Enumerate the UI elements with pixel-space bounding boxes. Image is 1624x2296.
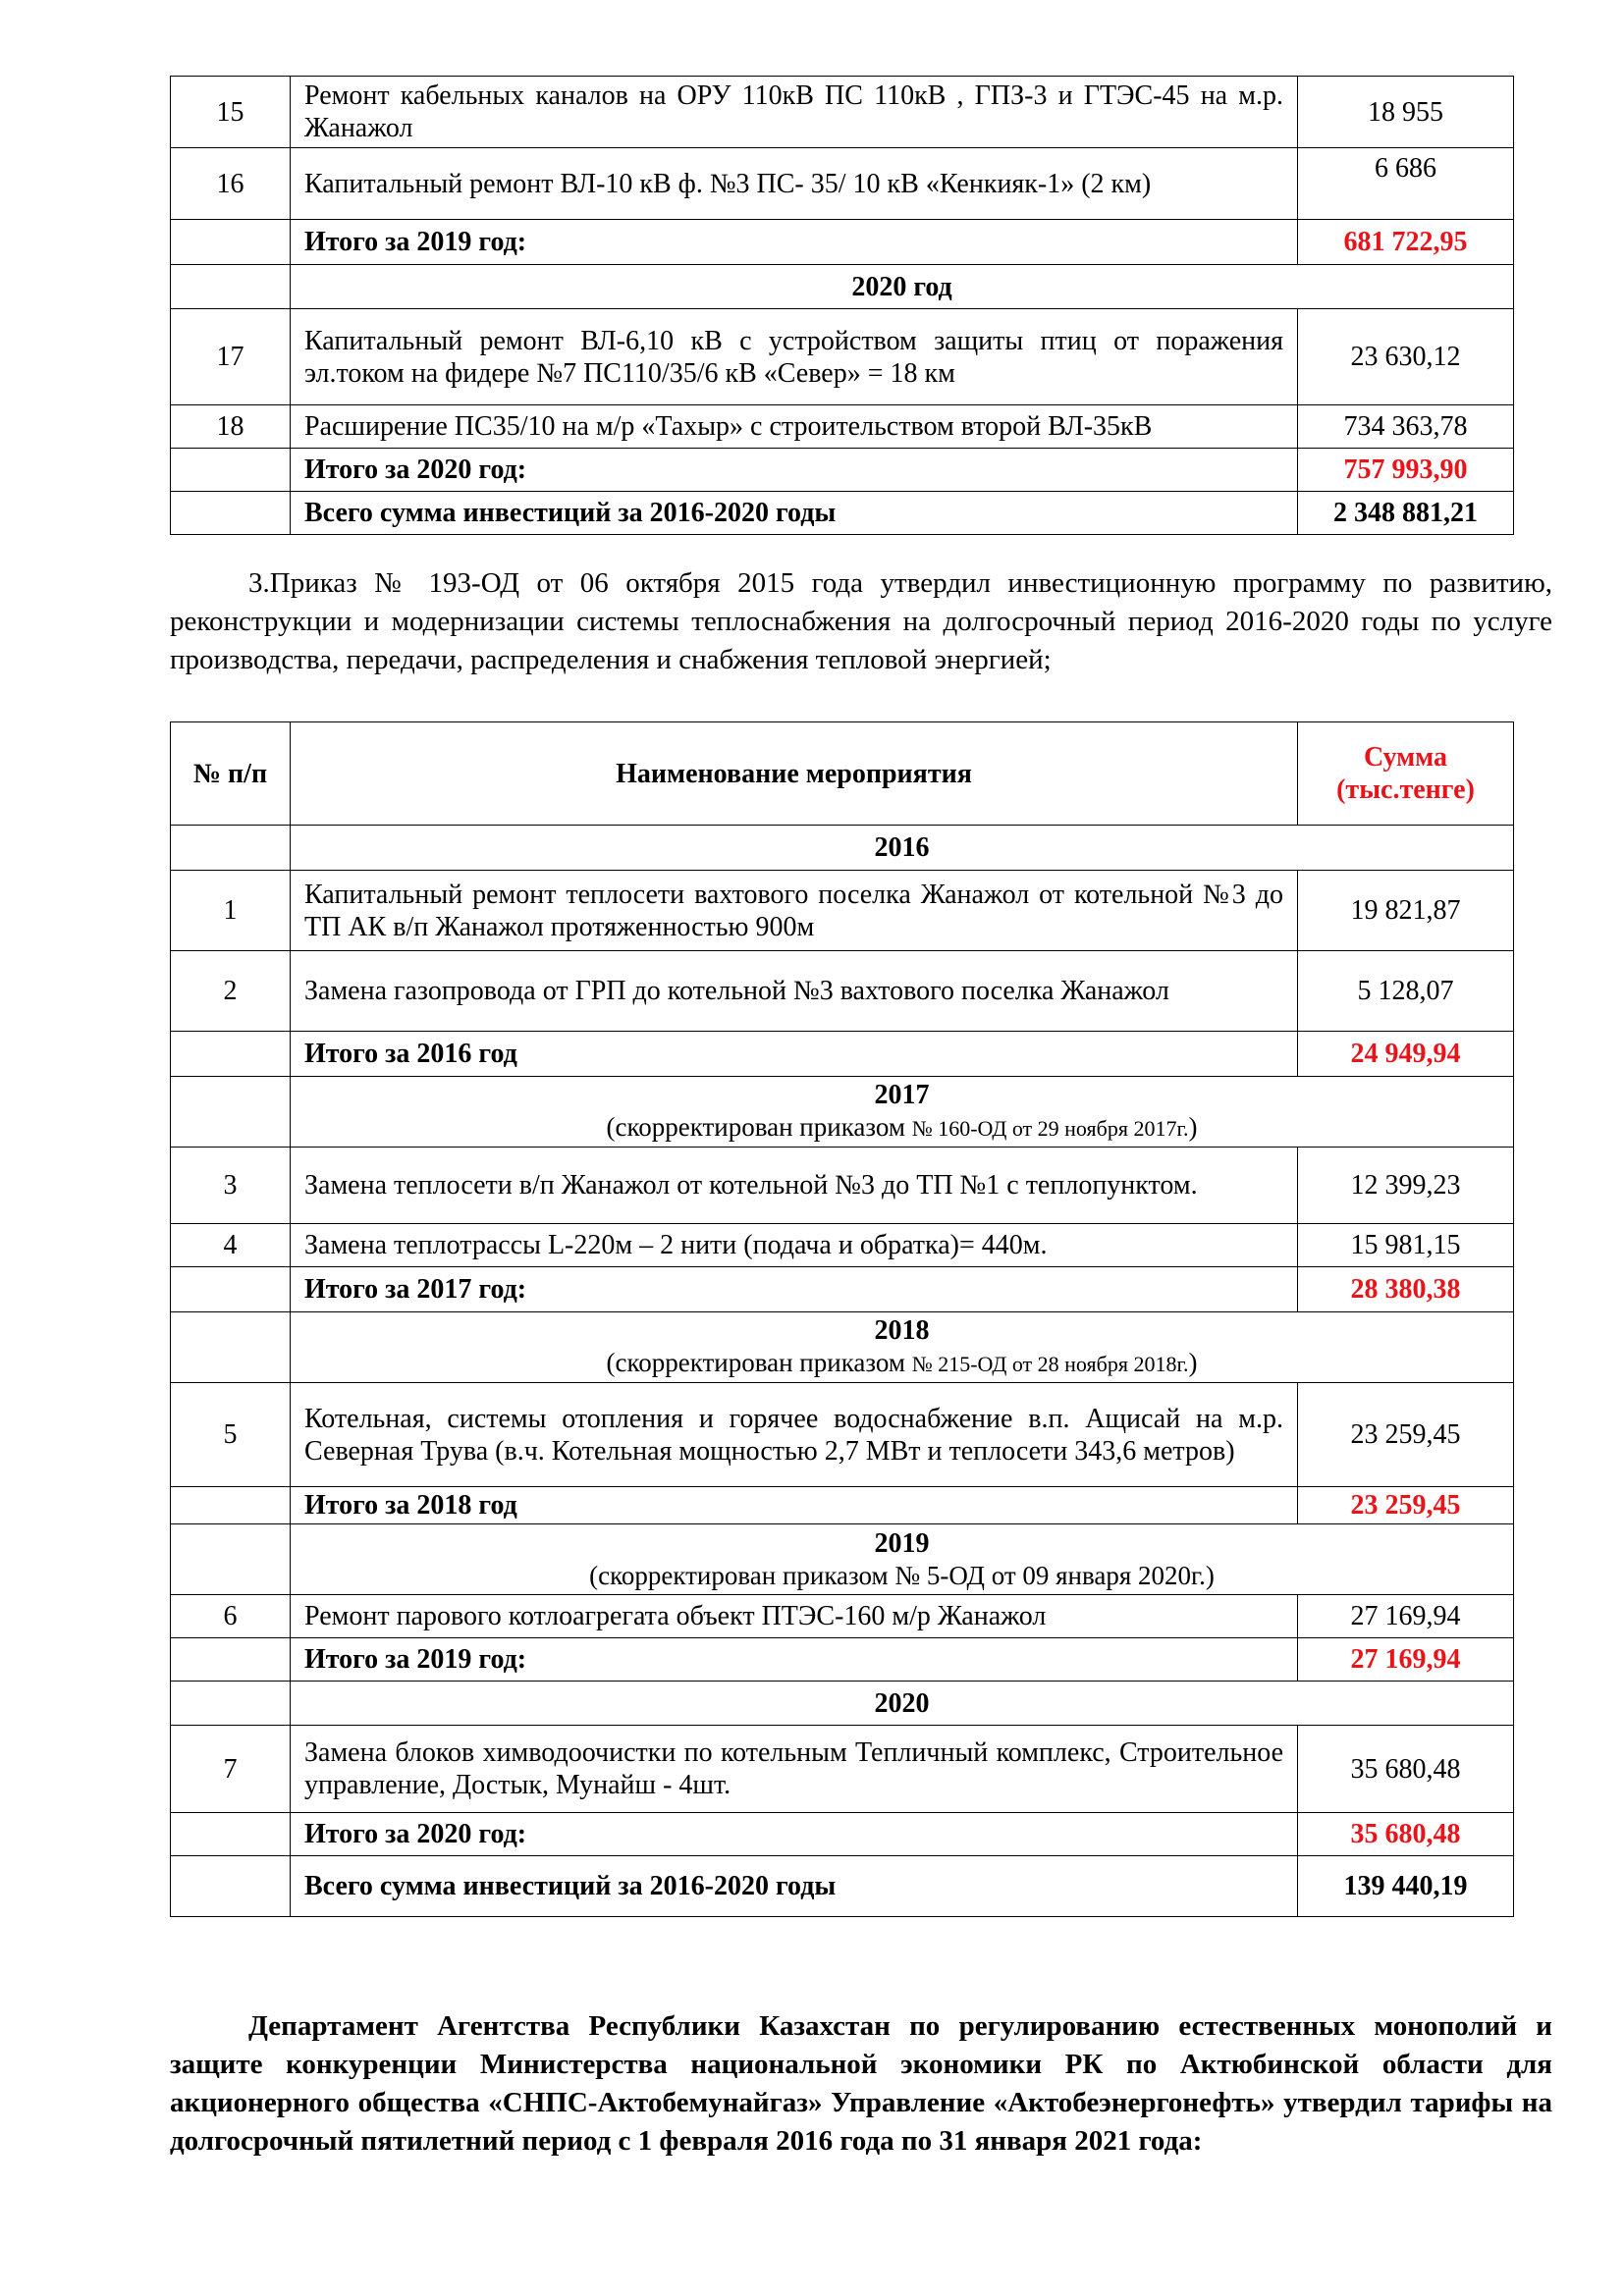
year-heading-block — [291, 1524, 1514, 1595]
table-row — [171, 871, 1514, 951]
grand-total-label: Всего сумма инвестиций за 2016-2020 годы — [291, 1856, 1298, 1917]
activity-name: Замена блоков химводоочистки по котельным Тепличный комплекс, Строительное управление, Достык, Мунайш - 4шт. — [291, 1726, 1298, 1813]
total-sum: 681 722,95 — [1298, 220, 1514, 265]
year-heading: 2019 — [874, 1527, 930, 1559]
total-sum: 23 259,45 — [1298, 1487, 1514, 1524]
table-row — [171, 951, 1514, 1032]
table-row — [171, 77, 1514, 148]
year-heading-block — [291, 1077, 1514, 1148]
activity-name: Замена теплосети в/п Жанажол от котельной №3 до ТП №1 с теплопунктом. — [291, 1148, 1298, 1224]
header-number: № п/п — [171, 722, 291, 826]
activity-name: Капитальный ремонт теплосети вахтового поселка Жанажол от котельной №3 до ТП АК в/п Жанажол протяженностью 900м — [291, 871, 1298, 951]
activity-sum: 15 981,15 — [1298, 1224, 1514, 1267]
table-row — [171, 405, 1514, 449]
activity-sum: 5 128,07 — [1298, 951, 1514, 1032]
total-sum: 35 680,48 — [1298, 1813, 1514, 1856]
row-number: 2 — [171, 951, 291, 1032]
row-number: 5 — [171, 1383, 291, 1487]
table-row — [171, 1383, 1514, 1487]
row-number: 7 — [171, 1726, 291, 1813]
total-sum: 27 169,94 — [1298, 1638, 1514, 1682]
activity-sum: 12 399,23 — [1298, 1148, 1514, 1224]
total-sum: 757 993,90 — [1298, 449, 1514, 492]
activity-sum: 23 630,12 — [1298, 309, 1514, 405]
total-row — [171, 1267, 1514, 1312]
year-row — [171, 1312, 1514, 1383]
total-row — [171, 1638, 1514, 1682]
correction-note: (скорректирован приказом № 160-ОД от 29 ноября 2017г.) — [606, 1112, 1198, 1142]
total-row — [171, 1032, 1514, 1077]
total-row — [171, 220, 1514, 265]
header-name: Наименование мероприятия — [291, 722, 1298, 826]
total-label: Итого за 2018 год — [291, 1487, 1298, 1524]
order-paragraph: 3.Приказ № 193-ОД от 06 октября 2015 года утвердил инвестиционную программу по развитию, реконструкции и модернизации системы теплоснабжения на долгосрочный период 2016-2020 годы по услуге производства, передачи, распределения и снабжения тепловой энергией; — [170, 567, 1552, 675]
table-row — [171, 1726, 1514, 1813]
activity-name: Капитальный ремонт ВЛ-10 кВ ф. №3 ПС- 35/ 10 кВ «Кенкияк-1» (2 км) — [291, 148, 1298, 220]
total-label: Итого за 2020 год: — [291, 1813, 1298, 1856]
table-row — [171, 309, 1514, 405]
year-row — [171, 265, 1514, 309]
year-row — [171, 1524, 1514, 1595]
year-heading: 2017 — [874, 1080, 930, 1110]
total-sum: 24 949,94 — [1298, 1032, 1514, 1077]
correction-note: (скорректирован приказом № 5-ОД от 09 января 2020г.) — [589, 1560, 1215, 1590]
tariff-paragraph: Департамент Агентства Республики Казахстан по регулированию естественных монополий и защите конкуренции Министерства национальной экономики РК по Актюбинской области для акционерного общества «СНПС-Актобемунайгаз» Управление «Актобеэнергонефть» утвердил тарифы на долгосрочный пятилетний период с 1 февраля 2016 года по 31 января 2021 года: — [170, 2010, 1552, 2157]
row-number: 6 — [171, 1595, 291, 1638]
grand-total-row — [171, 1856, 1514, 1917]
activity-name: Замена газопровода от ГРП до котельной №3 вахтового поселка Жанажол — [291, 951, 1298, 1032]
total-sum: 28 380,38 — [1298, 1267, 1514, 1312]
grand-total-label: Всего сумма инвестиций за 2016-2020 годы — [291, 492, 1298, 535]
total-row — [171, 1813, 1514, 1856]
table-row — [171, 148, 1514, 220]
activity-name: Ремонт парового котлоагрегата объект ПТЭС-160 м/р Жанажол — [291, 1595, 1298, 1638]
total-label: Итого за 2020 год: — [291, 449, 1298, 492]
activity-name: Замена теплотрассы L-220м – 2 нити (подача и обратка)= 440м. — [291, 1224, 1298, 1267]
total-label: Итого за 2019 год: — [291, 220, 1298, 265]
activity-name: Капитальный ремонт ВЛ-6,10 кВ с устройством защиты птиц от поражения эл.током на фидере №7 ПС110/35/6 кВ «Север» = 18 км — [291, 309, 1298, 405]
row-number: 15 — [171, 77, 291, 148]
activity-sum: 23 259,45 — [1298, 1383, 1514, 1487]
year-row — [171, 1682, 1514, 1726]
activity-sum: 18 955 — [1298, 77, 1514, 148]
year-heading: 2016 — [291, 826, 1514, 871]
grand-total-sum: 2 348 881,21 — [1298, 492, 1514, 535]
table-row — [171, 1148, 1514, 1224]
total-row — [171, 1487, 1514, 1524]
total-label: Итого за 2019 год: — [291, 1638, 1298, 1682]
activity-sum: 27 169,94 — [1298, 1595, 1514, 1638]
activity-sum: 35 680,48 — [1298, 1726, 1514, 1813]
row-number: 18 — [171, 405, 291, 449]
row-number: 1 — [171, 871, 291, 951]
table-row — [171, 1224, 1514, 1267]
year-heading: 2018 — [874, 1315, 930, 1346]
activity-sum: 19 821,87 — [1298, 871, 1514, 951]
table-row — [171, 1595, 1514, 1638]
header-row — [171, 722, 1514, 826]
header-sum: Сумма (тыс.тенге) — [1298, 722, 1514, 826]
grand-total-sum: 139 440,19 — [1298, 1856, 1514, 1917]
year-heading: 2020 — [291, 1682, 1514, 1726]
total-label: Итого за 2016 год — [291, 1032, 1298, 1077]
activity-name: Ремонт кабельных каналов на ОРУ 110кВ ПС 110кВ , ГПЗ-3 и ГТЭС-45 на м.р. Жанажол — [291, 77, 1298, 148]
year-heading: 2020 год — [291, 265, 1514, 309]
year-heading-block — [291, 1312, 1514, 1383]
activity-sum: 734 363,78 — [1298, 405, 1514, 449]
investment-table-electric — [170, 76, 1514, 535]
row-number: 16 — [171, 148, 291, 220]
row-number: 4 — [171, 1224, 291, 1267]
investment-table-heat — [170, 721, 1514, 1917]
activity-sum: 6 686 — [1298, 148, 1514, 220]
year-row — [171, 1077, 1514, 1148]
activity-name: Котельная, системы отопления и горячее водоснабжение в.п. Ащисай на м.р. Северная Трува (в.ч. Котельная мощностью 2,7 МВт и теплосети 343,6 метров) — [291, 1383, 1298, 1487]
total-row — [171, 449, 1514, 492]
grand-total-row — [171, 492, 1514, 535]
row-number: 3 — [171, 1148, 291, 1224]
year-row — [171, 826, 1514, 871]
total-label: Итого за 2017 год: — [291, 1267, 1298, 1312]
row-number: 17 — [171, 309, 291, 405]
correction-note: (скорректирован приказом № 215-ОД от 28 ноября 2018г.) — [606, 1348, 1198, 1377]
activity-name: Расширение ПС35/10 на м/р «Тахыр» с строительством второй ВЛ-35кВ — [291, 405, 1298, 449]
